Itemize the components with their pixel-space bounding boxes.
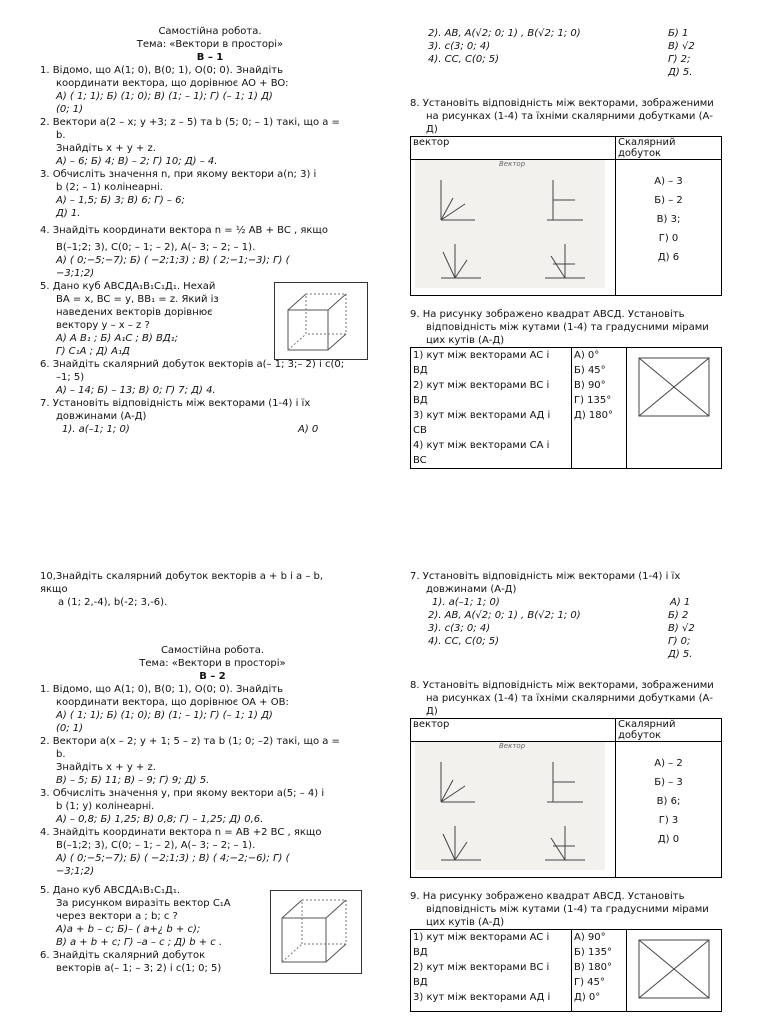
- v1-q7-rest: 2). AB, A(√2; 0; 1) , B(√2; 1; 0) Б) 1 3). c(3; 0; 4) В) √2 4). CC, C(0; 5) Г) 2; Д) 5.: [428, 28, 695, 78]
- v2-q2: 2. Вектори a(x – 2; y + 1; 5 – z) та b (1; 0; –2) такі, що a = b. Знайдіть х + у + z. В) – 5; Б) 11; В) – 9; Г) 9; Д) 5.: [40, 736, 340, 786]
- v1-q5: 5. Дано куб АВСДA₁B₁C₁Д₁. Нехай BA = x, BC = y, BB₁ = z. Який із наведених векторів дорівнює вектору y – x – z ? А) A B₁ ; Б) A₁C ; В) BД₁; Г) C₁A ; Д) A₁Д: [40, 280, 380, 358]
- v2-q8-table: вектор Скалярний добуток Вектор А) – 2 Б) – 3 В) 6; Г) 3 Д) 0: [410, 718, 722, 878]
- v2-q8: 8. Установіть відповідність між векторами, зображеними на рисунках (1-4) та їхніми скалярними добутками (А- Д) вектор Скалярний добуток Вектор А) – 2 Б) – 3 В) 6; Г) 3 Д) 0: [410, 679, 750, 878]
- v2-q5: 5. Дано куб АВСДA₁B₁C₁Д₁. За рисунком виразіть вектор C₁A через вектори a ; b; c ? А)a + b – c; Б)– ( a+¿ b + c); В) a + b + c; Г) –a – c ; Д) b + c .: [40, 884, 385, 949]
- v1-title: Самостійна робота.: [158, 26, 262, 37]
- v2-q6: 6. Знайдіть скалярний добуток векторів a(– 1; – 3; 2) і c(1; 0; 5): [40, 950, 222, 974]
- v1-q2: 2. Вектори a(2 – x; y +3; z – 5) та b (5; 0; – 1) такі, що a = b. Знайдіть х + у + z. А) – 6; Б) 4; В) – 2; Г) 10; Д) – 4.: [40, 117, 340, 167]
- v2-theme: Тема: «Вектори в просторі»: [139, 658, 286, 669]
- vector-figure: Вектор: [415, 160, 605, 288]
- v1-q1: 1. Відомо, що А(1; 0), В(0; 1), О(0; 0). Знайдіть координати вектора, що дорівнює AO + BO: А) ( 1; 1); Б) (1; 0); В) (1; – 1); Г) (– 1; 1) Д) (0; 1): [40, 65, 289, 115]
- cube-figure: [274, 282, 368, 360]
- v2-q7: 7. Установіть відповідність між векторами (1-4) і їх довжинами (А-Д) 1). a(–1; 1; 0) А) 1 2). AB, A(√2; 0; 1) , B(√2; 1; 0) Б) 2 3). c(3; 0; 4) В) √2 4). CC, C(0; 5) Г) 0; Д) 5.: [410, 571, 695, 660]
- v1-q4: 4. Знайдіть координати вектора n = ½ AB + BC , якщо В(–1;2; 3), С(0; – 1; – 2), А(– 3; – 2; – 1). А) ( 0;−5;−7); Б) ( −2;1;3) ; В) ( 2;−1;−3); Г) ( −3;1;2): [40, 225, 328, 279]
- v2-right: [410, 570, 750, 1012]
- v2-left: [40, 644, 385, 975]
- v1-q7: 7. Установіть відповідність між векторами (1-4) і їх довжинами (А-Д) 1). a(–1; 1; 0) А) 0: [40, 398, 319, 435]
- v2-q1: 1. Відомо, що А(1; 0), В(0; 1), О(0; 0). Знайдіть координати вектора, що дорівнює OA + OB: А) ( 1; 1); Б) (1; 0); В) (1; – 1); Г) (– 1; 1) Д) (0; 1): [40, 684, 289, 734]
- cube-figure-2: [270, 890, 362, 974]
- v1-theme: Тема: «Вектори в просторі»: [136, 39, 284, 50]
- square-figure-2: [633, 934, 715, 1004]
- v2-q9-table: 1) кут між векторами AC і BД 2) кут між векторами BC і BД 3) кут між векторами AД і А) 90° Б) 135° В) 180° Г) 45° Д) 0°: [410, 929, 722, 1012]
- v1-q8: 8. Установіть відповідність між векторами, зображеними на рисунках (1-4) та їхніми скалярними добутками (А- Д) вектор Скалярний добуток Вектор А) – 3 Б) – 2 В) 3; Г) 0 Д) 6: [410, 97, 750, 296]
- v1-variant: В – 1: [196, 52, 224, 63]
- v1-q8-table: вектор Скалярний добуток Вектор А) – 3 Б) – 2 В) 3; Г) 0 Д) 6: [410, 136, 722, 296]
- v1-q6: 6. Знайдіть скалярний добуток векторів a(– 1; 3;– 2) і c(0; –1; 5) А) – 14; Б) – 13; В) 0; Г) 7; Д) 4.: [40, 359, 345, 396]
- vector-figure-2: Вектор: [415, 742, 605, 870]
- v2-q9: 9. На рисунку зображено квадрат АВСД. Установіть відповідність між кутами (1-4) та градусними мірами цих кутів (А-Д) 1) кут між векторами AC і BД 2) кут між векторами BC і BД 3) кут між векторами AД і А) 90° Б) 135° В) 180° Г) 45° Д) 0°: [410, 890, 750, 1012]
- v1-q3: 3. Обчисліть значення n, при якому вектори a(n; 3) і b (2; – 1) колінеарні. А) – 1,5; Б) 3; В) 6; Г) – 6; Д) 1.: [40, 169, 317, 219]
- v2-title: Самостійна робота.: [160, 645, 265, 656]
- v1-right: [410, 27, 750, 469]
- v1-left: [40, 25, 380, 436]
- v2-variant: В – 2: [199, 671, 226, 682]
- v1-q9-table: 1) кут між векторами AC і BД 2) кут між векторами BC і BД 3) кут між векторами AД і CB 4) кут між векторами CA і BC А) 0° Б) 45° В) 90° Г) 135° Д) 180°: [410, 347, 722, 469]
- q10: 10,Знайдіть скалярний добуток векторів a + b і a – b, якщо a (1; 2,-4), b(-2; 3,-6).: [40, 571, 324, 608]
- v2-q3: 3. Обчисліть значення у, при якому вектори a(5; – 4) і b (1; у) колінеарні. А) – 0,8; Б) 1,25; В) 0,8; Г) – 1,25; Д) 0,6.: [40, 788, 325, 825]
- v1-q9: 9. На рисунку зображено квадрат АВСД. Установіть відповідність між кутами (1-4) та градусними мірами цих кутів (А-Д) 1) кут між векторами AC і BД 2) кут між векторами BC і BД 3) кут між векторами AД і CB 4) кут між векторами CA і BC А) 0° Б) 45° В) 90° Г) 135° Д) 180°: [410, 308, 750, 469]
- square-figure: [633, 352, 715, 422]
- v2-q4: 4. Знайдіть координати вектора n = AB +2 BC , якщо В(–1;2; 3), С(0; – 1; – 2), А(– 3; – 2; – 1). А) ( 0;−5;−7); Б) ( −2;1;3) ; В) ( 4;−2;−6); Г) ( −3;1;2): [40, 827, 322, 877]
